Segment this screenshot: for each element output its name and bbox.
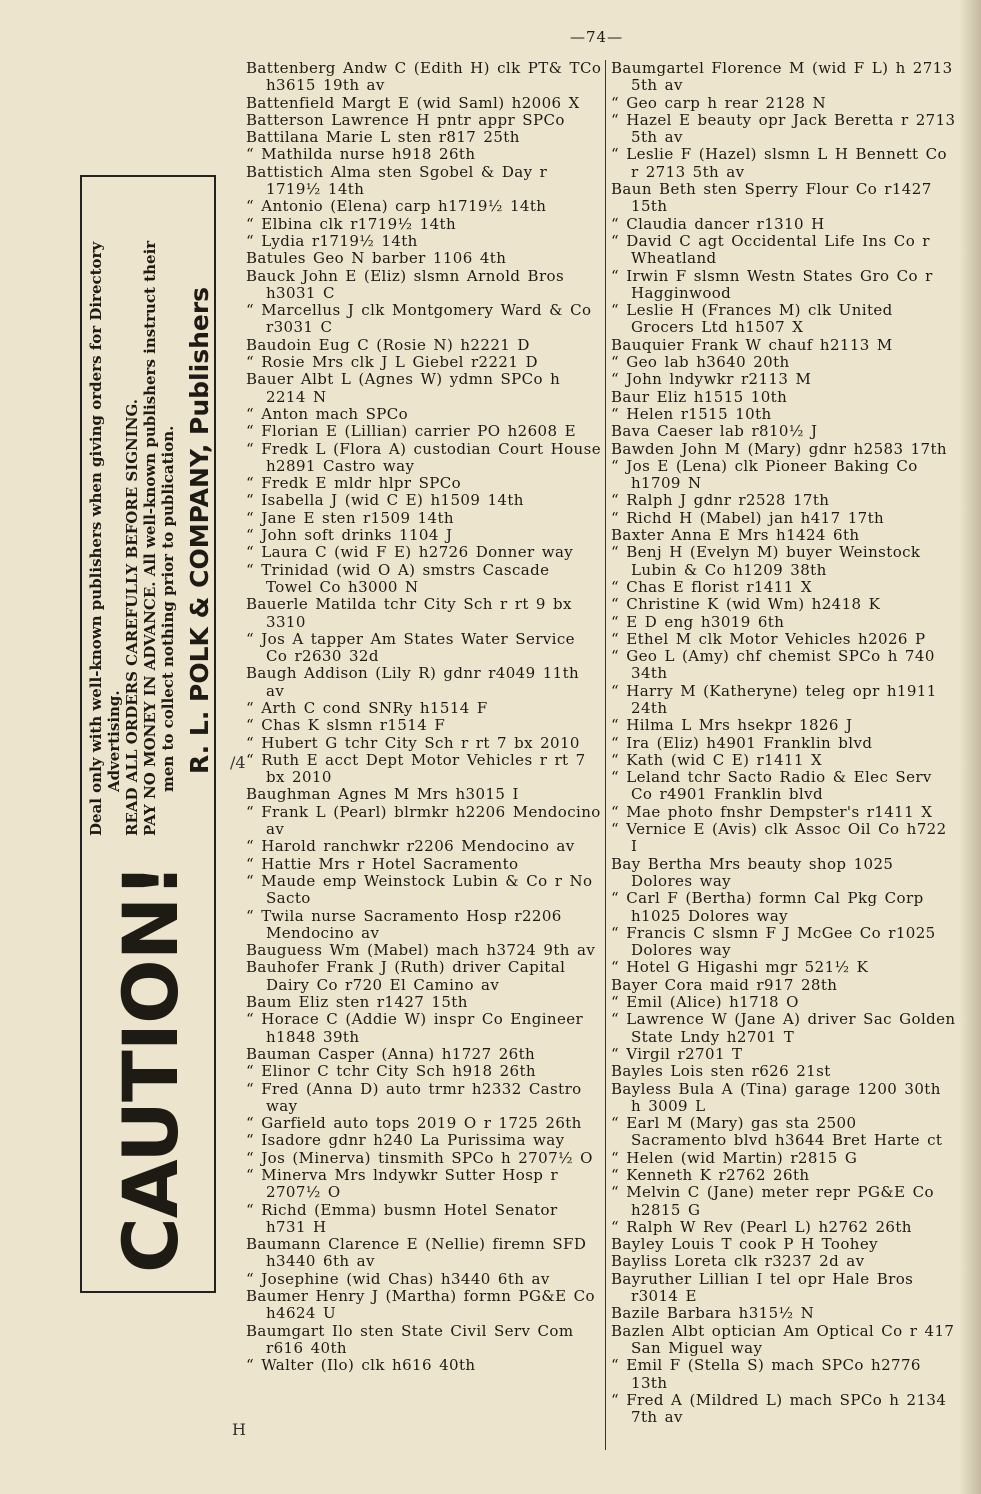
directory-entry: “ Rosie Mrs clk J L Giebel r2221 D (246, 353, 538, 372)
directory-entry: Baughman Agnes M Mrs h3015 I (246, 785, 519, 804)
directory-entry: Baumgart Ilo sten State Civil Serv Com r616 40th (246, 1321, 574, 1357)
directory-entry: Battenfield Margt E (wid Saml) h2006 X (246, 93, 580, 112)
directory-entry: “ Geo lab h3640 20th (611, 353, 790, 372)
directory-entry: “ Isadore gdnr h240 La Purissima way (246, 1131, 565, 1150)
directory-entry: “ Christine K (wid Wm) h2418 K (611, 595, 881, 614)
caution-heading: CAUTION! (105, 864, 195, 1273)
directory-entry: “ Ralph J gdnr r2528 17th (611, 491, 830, 510)
directory-entry: “ Melvin C (Jane) meter repr PG&E Co h2815 G (611, 1183, 934, 1219)
directory-entry: “ Carl F (Bertha) formn Cal Pkg Corp h1025 Dolores way (611, 889, 924, 925)
directory-entry: “ Antonio (Elena) carp h1719½ 14th (246, 197, 547, 216)
directory-entry: “ Frank L (Pearl) blrmkr h2206 Mendocino av (246, 802, 601, 839)
directory-entry: Bauquier Frank W chauf h2113 M (611, 335, 893, 354)
directory-entry: “ Hotel G Higashi mgr 521½ K (611, 958, 869, 977)
directory-entry: Bayer Cora maid r917 28th (611, 975, 838, 994)
directory-entry: “ Maude emp Weinstock Lubin & Co r No Sacto (246, 871, 593, 908)
directory-entry: “ Fred (Anna D) auto trmr h2332 Castro way (246, 1079, 582, 1115)
directory-entry: Baxter Anna E Mrs h1424 6th (611, 526, 860, 545)
directory-entry: Bayley Louis T cook P H Toohey (611, 1235, 878, 1254)
directory-entry: “ Geo carp h rear 2128 N (611, 93, 827, 112)
directory-entry: “ Garfield auto tops 2019 O r 1725 26th (246, 1114, 582, 1133)
directory-entry: “ E D eng h3019 6th (611, 612, 785, 631)
directory-entry: “ John soft drinks 1104 J (246, 526, 453, 545)
directory-entry: “ Virgil r2701 T (611, 1044, 743, 1063)
directory-entry: “ Geo L (Amy) chf chemist SPCo h 740 34th (611, 647, 935, 683)
ad-line-4: PAY NO MONEY IN ADVANCE. All well-known publishers instruct their (140, 240, 159, 837)
directory-entry: “ Kath (wid C E) r1411 X (611, 750, 823, 769)
directory-entry: “ David C agt Occidental Life Ins Co r Wheatland (611, 231, 930, 268)
directory-entry: “ Francis C slsmn F J McGee Co r1025 Dolores way (611, 923, 936, 960)
directory-entry: “ Jos (Minerva) tinsmith SPCo h 2707½ O (246, 1148, 593, 1167)
directory-entry: “ Laura C (wid F E) h2726 Donner way (246, 543, 574, 562)
directory-entry: “ Earl M (Mary) gas sta 2500 Sacramento blvd h3644 Bret Harte ct (611, 1114, 943, 1150)
directory-entry: “ Walter (Ilo) clk h616 40th (246, 1356, 476, 1375)
directory-entry: “ Chas E florist r1411 X (611, 577, 812, 596)
page-number: —74— (570, 28, 624, 46)
ad-line-1: Deal only with well-known publishers when giving orders for Directory (86, 241, 105, 837)
directory-entry: “ Twila nurse Sacramento Hosp r2206 Mendocino av (246, 906, 562, 942)
directory-entry: “ Claudia dancer r1310 H (611, 214, 825, 233)
directory-entry: Battilana Marie L sten r817 25th (246, 128, 520, 147)
directory-entry: Baumgartel Florence M (wid F L) h 2713 5th av (611, 59, 953, 95)
ad-line-5: men to collect nothing prior to publication. (158, 425, 177, 793)
directory-entry: “ Ruth E acct Dept Motor Vehicles r rt 7 bx 2010 (246, 750, 586, 787)
directory-entry: “ Benj H (Evelyn M) buyer Weinstock Lubin & Co h1209 38th (611, 543, 921, 579)
directory-entry: “ Irwin F slsmn Westn States Gro Co r Hagginwood (611, 266, 933, 302)
advertisement-content (82, 177, 216, 1293)
directory-entry: “ Leslie H (Frances M) clk United Grocers Ltd h1507 X (611, 301, 893, 337)
directory-entry: “ Hilma L Mrs hsekpr 1826 J (611, 716, 853, 735)
directory-entry: “ Mathilda nurse h918 26th (246, 145, 476, 164)
directory-entry: “ Horace C (Addie W) inspr Co Engineer h1848 39th (246, 1010, 584, 1046)
directory-entry: “ Ira (Eliz) h4901 Franklin blvd (611, 733, 873, 752)
directory-entry: “ Florian E (Lillian) carrier PO h2608 E (246, 422, 576, 441)
directory-entry: Baumer Henry J (Martha) formn PG&E Co h4624 U (246, 1287, 595, 1323)
directory-column-right (611, 60, 957, 1426)
directory-entry: “ Anton mach SPCo (246, 404, 409, 423)
directory-entry: “ Richd H (Mabel) jan h417 17th (611, 508, 885, 527)
directory-entry: “ Ethel M clk Motor Vehicles h2026 P (611, 629, 926, 648)
caution-advertisement (80, 175, 216, 1293)
directory-entry: “ Harold ranchwkr r2206 Mendocino av (246, 837, 575, 856)
directory-entry: “ Leslie F (Hazel) slsmn L H Bennett Co r 2713 5th av (611, 145, 947, 181)
directory-entry: “ Chas K slsmn r1514 F (246, 716, 446, 735)
handwritten-mark: H (232, 1420, 246, 1439)
directory-entry: “ Marcellus J clk Montgomery Ward & Co r3031 C (246, 301, 592, 337)
directory-entry: Bauerle Matilda tchr City Sch r rt 9 bx 3310 (246, 595, 572, 631)
directory-entry: Baur Eliz h1515 10th (611, 387, 788, 406)
directory-entry: Baudoin Eug C (Rosie N) h2221 D (246, 335, 530, 354)
directory-entry: Battenberg Andw C (Edith H) clk PT& TCo h3615 19th av (246, 59, 602, 95)
directory-entry: Bayliss Loreta clk r3237 2d av (611, 1252, 865, 1271)
directory-entry: “ Emil (Alice) h1718 O (611, 993, 799, 1012)
directory-entry: “ Mae photo fnshr Dempster's r1411 X (611, 802, 933, 821)
publisher-name: R. L. POLK & COMPANY, Publishers (184, 286, 214, 775)
directory-entry: “ Fredk E mldr hlpr SPCo (246, 474, 462, 493)
directory-entry: Baumann Clarence E (Nellie) firemn SFD h3440 6th av (246, 1235, 587, 1271)
directory-entry: Baun Beth sten Sperry Flour Co r1427 15th (611, 180, 932, 216)
column-divider (605, 60, 606, 1450)
directory-entry: “ John lndywkr r2113 M (611, 370, 812, 389)
directory-entry: “ Richd (Emma) busmn Hotel Senator h731 H (246, 1200, 558, 1236)
directory-entry: “ Hattie Mrs r Hotel Sacramento (246, 854, 519, 873)
directory-entry: “ Jane E sten r1509 14th (246, 508, 454, 527)
directory-entry: “ Minerva Mrs lndywkr Sutter Hosp r 2707½ O (246, 1166, 559, 1202)
directory-column-left (246, 60, 602, 1375)
directory-entry: “ Isabella J (wid C E) h1509 14th (246, 491, 524, 510)
directory-entry: “ Jos E (Lena) clk Pioneer Baking Co h1709 N (611, 456, 918, 493)
directory-entry: Bayles Lois sten r626 21st (611, 1062, 831, 1081)
directory-entry: Bauck John E (Eliz) slsmn Arnold Bros h3031 C (246, 266, 565, 302)
handwritten-mark: /4 (230, 753, 246, 772)
directory-entry: Baum Eliz sten r1427 15th (246, 993, 468, 1012)
directory-entry: “ Harry M (Katheryne) teleg opr h1911 24th (611, 681, 937, 717)
ad-line-2: Advertising. (104, 690, 123, 793)
directory-entry: “ Fredk L (Flora A) custodian Court House h2891 Castro way (246, 439, 601, 475)
directory-entry: “ Elinor C tchr City Sch h918 26th (246, 1062, 536, 1081)
directory-entry: “ Arth C cond SNRy h1514 F (246, 698, 488, 717)
directory-entry: Batules Geo N barber 1106 4th (246, 249, 507, 268)
directory-entry: Bayless Bula A (Tina) garage 1200 30th h 3009 L (611, 1079, 941, 1115)
directory-entry: Bazile Barbara h315½ N (611, 1304, 815, 1323)
directory-entry: Batterson Lawrence H pntr appr SPCo (246, 110, 565, 129)
page-edge-shadow (959, 0, 981, 1494)
directory-entry: “ Lydia r1719½ 14th (246, 231, 418, 250)
ad-line-3: READ ALL ORDERS CAREFULLY BEFORE SIGNING. (122, 399, 141, 837)
directory-entry: Bava Caeser lab r810½ J (611, 422, 818, 441)
directory-entry: “ Fred A (Mildred L) mach SPCo h 2134 7th av (611, 1390, 947, 1427)
directory-entry: Bauman Casper (Anna) h1727 26th (246, 1044, 536, 1063)
directory-entry: “ Kenneth K r2762 26th (611, 1166, 810, 1184)
directory-entry: Battistich Alma sten Sgobel & Day r 1719½ 14th (246, 162, 548, 199)
directory-entry: “ Emil F (Stella S) mach SPCo h2776 13th (611, 1356, 921, 1392)
directory-entry: “ Helen (wid Martin) r2815 G (611, 1148, 858, 1167)
directory-entry: “ Vernice E (Avis) clk Assoc Oil Co h722 I (611, 820, 947, 856)
directory-entry: Baugh Addison (Lily R) gdnr r4049 11th av (246, 664, 580, 700)
directory-entry: “ Elbina clk r1719½ 14th (246, 214, 457, 233)
directory-entry: Bay Bertha Mrs beauty shop 1025 Dolores way (611, 854, 894, 890)
directory-entry: Bawden John M (Mary) gdnr h2583 17th (611, 439, 947, 458)
directory-entry: “ Hazel E beauty opr Jack Beretta r 2713 5th av (611, 110, 956, 147)
advertisement-text-block (82, 241, 216, 836)
directory-entry: “ Leland tchr Sacto Radio & Elec Serv Co r4901 Franklin blvd (611, 768, 932, 804)
directory-entry: “ Lawrence W (Jane A) driver Sac Golden State Lndy h2701 T (611, 1010, 956, 1046)
directory-entry: “ Trinidad (wid O A) smstrs Cascade Towel Co h3000 N (246, 560, 550, 596)
directory-entry: Bauhofer Frank J (Ruth) driver Capital Dairy Co r720 El Camino av (246, 958, 566, 994)
directory-entry: Bazlen Albt optician Am Optical Co r 417 San Miguel way (611, 1321, 955, 1357)
directory-entry: “ Ralph W Rev (Pearl L) h2762 26th (611, 1217, 912, 1236)
directory-entry: “ Jos A tapper Am States Water Service Co r2630 32d (246, 629, 575, 666)
directory-entry: Bayruther Lillian I tel opr Hale Bros r3014 E (611, 1269, 914, 1306)
directory-entry: Bauer Albt L (Agnes W) ydmn SPCo h 2214 N (246, 370, 561, 406)
directory-entry: Bauguess Wm (Mabel) mach h3724 9th av (246, 941, 596, 960)
directory-entry: “ Helen r1515 10th (611, 404, 772, 423)
directory-entry: “ Hubert G tchr City Sch r rt 7 bx 2010 (246, 733, 580, 752)
directory-entry: “ Josephine (wid Chas) h3440 6th av (246, 1269, 550, 1288)
